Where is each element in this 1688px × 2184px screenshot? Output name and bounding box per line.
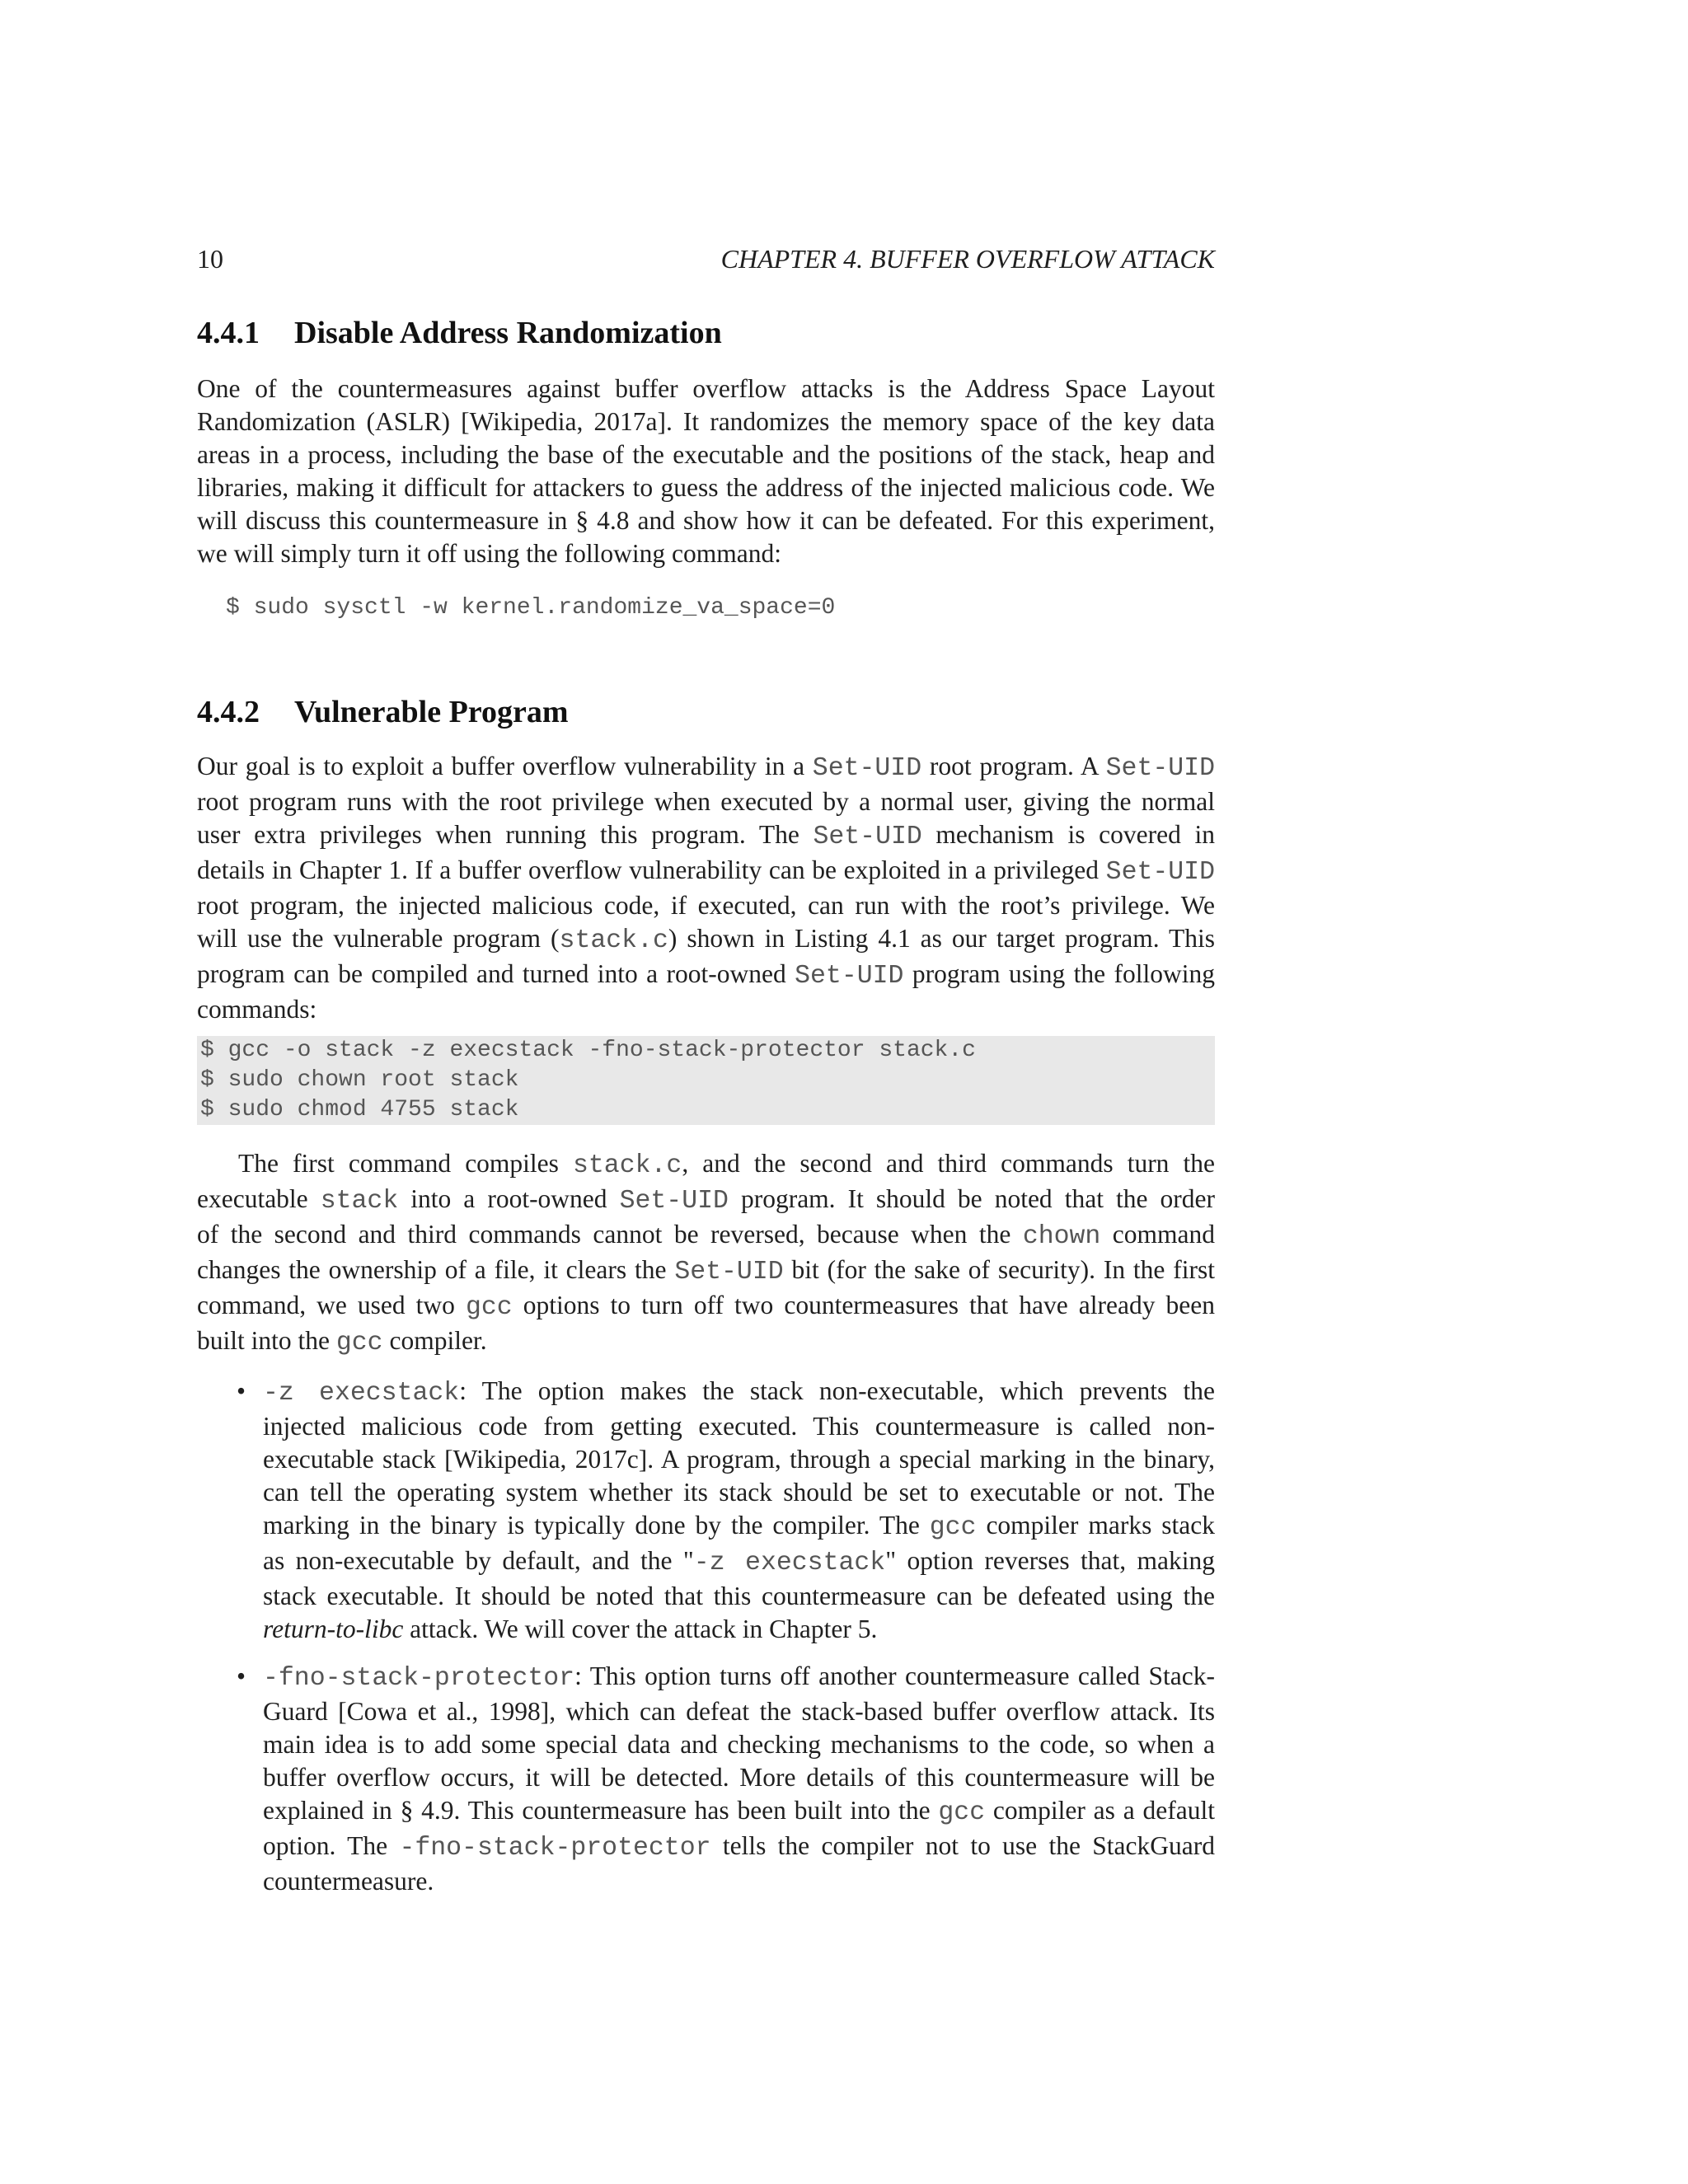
text-line: buffer overflow occurs, it will be detected. More details of this countermeasure will be bbox=[263, 1763, 1215, 1792]
aslr-command: $ sudo sysctl -w kernel.randomize_va_space=0 bbox=[226, 595, 836, 621]
text-line: injected malicious code from getting executed. This countermeasure is called non- bbox=[263, 1412, 1215, 1441]
page-number: 10 bbox=[197, 244, 223, 274]
bullet-stack-protector bbox=[263, 1660, 1215, 1898]
code-term: Set-UID bbox=[619, 1187, 729, 1216]
text-line: can tell the operating system whether its stack should be set to executable or not. The bbox=[263, 1478, 1215, 1507]
code-term: Set-UID bbox=[1105, 754, 1215, 783]
running-header bbox=[197, 241, 1215, 277]
code-term: -z execstack bbox=[263, 1379, 460, 1408]
section-number: 4.4.2 bbox=[197, 695, 260, 729]
text-line: command, we used two gcc options to turn off two countermeasures that have already been bbox=[197, 1291, 1215, 1322]
section-number: 4.4.1 bbox=[197, 316, 260, 350]
paragraph-vulnerable-program bbox=[197, 750, 1215, 1026]
text-line: option. The -fno-stack-protector tells the compiler not to use the StackGuard bbox=[263, 1831, 1215, 1863]
text-line: -fno-stack-protector: This option turns off another countermeasure called Stack- bbox=[263, 1661, 1215, 1693]
text-line: commands: bbox=[197, 995, 317, 1024]
text-line: details in Chapter 1. If a buffer overflow vulnerability can be exploited in a privileged Set-UID bbox=[197, 855, 1215, 887]
text-line: built into the gcc compiler. bbox=[197, 1326, 487, 1357]
text-line: One of the countermeasures against buffer overflow attacks is the Address Space Layout bbox=[197, 374, 1215, 403]
text-line: of the second and third commands cannot be reversed, because when the chown command bbox=[197, 1220, 1216, 1251]
section-heading-4-4-2 bbox=[197, 692, 568, 732]
text-line: explained in § 4.9. This countermeasure has been built into the gcc compiler as a default bbox=[263, 1796, 1215, 1827]
text-line: The first command compiles stack.c, and the second and third commands turn the bbox=[238, 1149, 1215, 1180]
text-line: return-to-libc attack. We will cover the attack in Chapter 5. bbox=[263, 1615, 878, 1643]
code-term: gcc bbox=[938, 1798, 986, 1827]
text-line: will use the vulnerable program (stack.c) shown in Listing 4.1 as our target program. This bbox=[197, 924, 1215, 955]
code-term: -fno-stack-protector bbox=[399, 1834, 711, 1863]
bullet-marker: • bbox=[237, 1661, 246, 1690]
code-term: gcc bbox=[465, 1293, 513, 1322]
code-term: -fno-stack-protector bbox=[263, 1664, 575, 1693]
section-title: Vulnerable Program bbox=[294, 695, 569, 729]
text-line: areas in a process, including the base of the executable and the positions of the stack, heap and bbox=[197, 440, 1215, 469]
code-term: chown bbox=[1022, 1222, 1101, 1251]
code-line: $ sudo chown root stack bbox=[200, 1067, 519, 1093]
code-term: Set-UID bbox=[813, 823, 922, 851]
code-term: -z execstack bbox=[693, 1549, 886, 1577]
text-line: root program, the injected malicious code, if executed, can run with the root’s privilege. We bbox=[197, 891, 1215, 920]
code-term: gcc bbox=[335, 1329, 383, 1357]
text-line: stack executable. It should be noted that this countermeasure can be defeated using the bbox=[263, 1582, 1215, 1610]
emphasis: return-to-libc bbox=[263, 1615, 404, 1643]
code-term: stack.c bbox=[559, 926, 668, 955]
code-term: gcc bbox=[929, 1513, 977, 1542]
section-title: Disable Address Randomization bbox=[294, 316, 722, 350]
text-line: we will simply turn it off using the following command: bbox=[197, 539, 781, 568]
chapter-title: CHAPTER 4. BUFFER OVERFLOW ATTACK bbox=[720, 244, 1215, 274]
code-term: Set-UID bbox=[795, 962, 904, 991]
text-line: Guard [Cowa et al., 1998], which can defeat the stack-based buffer overflow attack. Its bbox=[263, 1697, 1215, 1726]
code-term: Set-UID bbox=[1105, 858, 1215, 887]
text-line: executable stack into a root-owned Set-UID program. It should be noted that the order bbox=[197, 1184, 1215, 1216]
text-line: changes the ownership of a file, it clears the Set-UID bit (for the sake of security). In the first bbox=[197, 1255, 1215, 1286]
code-line: $ gcc -o stack -z execstack -fno-stack-protector stack.c bbox=[200, 1038, 976, 1063]
code-line: $ sudo chmod 4755 stack bbox=[200, 1097, 519, 1122]
text-line: executable stack [Wikipedia, 2017c]. A program, through a special marking in the binary, bbox=[263, 1445, 1215, 1474]
text-line: user extra privileges when running this program. The Set-UID mechanism is covered in bbox=[197, 820, 1215, 851]
text-line: -z execstack: The option makes the stack non-executable, which prevents the bbox=[263, 1376, 1215, 1408]
paragraph-aslr bbox=[197, 373, 1215, 570]
bullet-execstack bbox=[263, 1375, 1215, 1646]
code-term: stack bbox=[320, 1187, 399, 1216]
text-line: main idea is to add some special data and checking mechanisms to the code, so when a bbox=[263, 1730, 1215, 1759]
text-line: Randomization (ASLR) [Wikipedia, 2017a]. It randomizes the memory space of the key data bbox=[197, 407, 1215, 436]
text-line: will discuss this countermeasure in § 4.8 and show how it can be defeated. For this experiment, bbox=[197, 506, 1215, 535]
text-line: as non-executable by default, and the "-z execstack" option reverses that, making bbox=[263, 1546, 1215, 1577]
code-listing bbox=[197, 1036, 1215, 1125]
section-heading-4-4-1 bbox=[197, 313, 722, 353]
code-term: Set-UID bbox=[674, 1258, 784, 1286]
text-line: marking in the binary is typically done by the compiler. The gcc compiler marks stack bbox=[263, 1511, 1215, 1542]
text-line: program can be compiled and turned into a root-owned Set-UID program using the following bbox=[197, 959, 1215, 991]
text-line: libraries, making it difficult for attackers to guess the address of the injected malicious code. We bbox=[197, 473, 1215, 502]
text-line: countermeasure. bbox=[263, 1867, 434, 1896]
bullet-marker: • bbox=[237, 1376, 246, 1405]
text-line: Our goal is to exploit a buffer overflow vulnerability in a Set-UID root program. A Set-UID bbox=[197, 752, 1215, 783]
code-term: Set-UID bbox=[812, 754, 922, 783]
text-line: root program runs with the root privilege when executed by a normal user, giving the normal bbox=[197, 787, 1215, 816]
code-term: stack.c bbox=[573, 1151, 682, 1180]
paragraph-commands-explained bbox=[197, 1147, 1215, 1360]
